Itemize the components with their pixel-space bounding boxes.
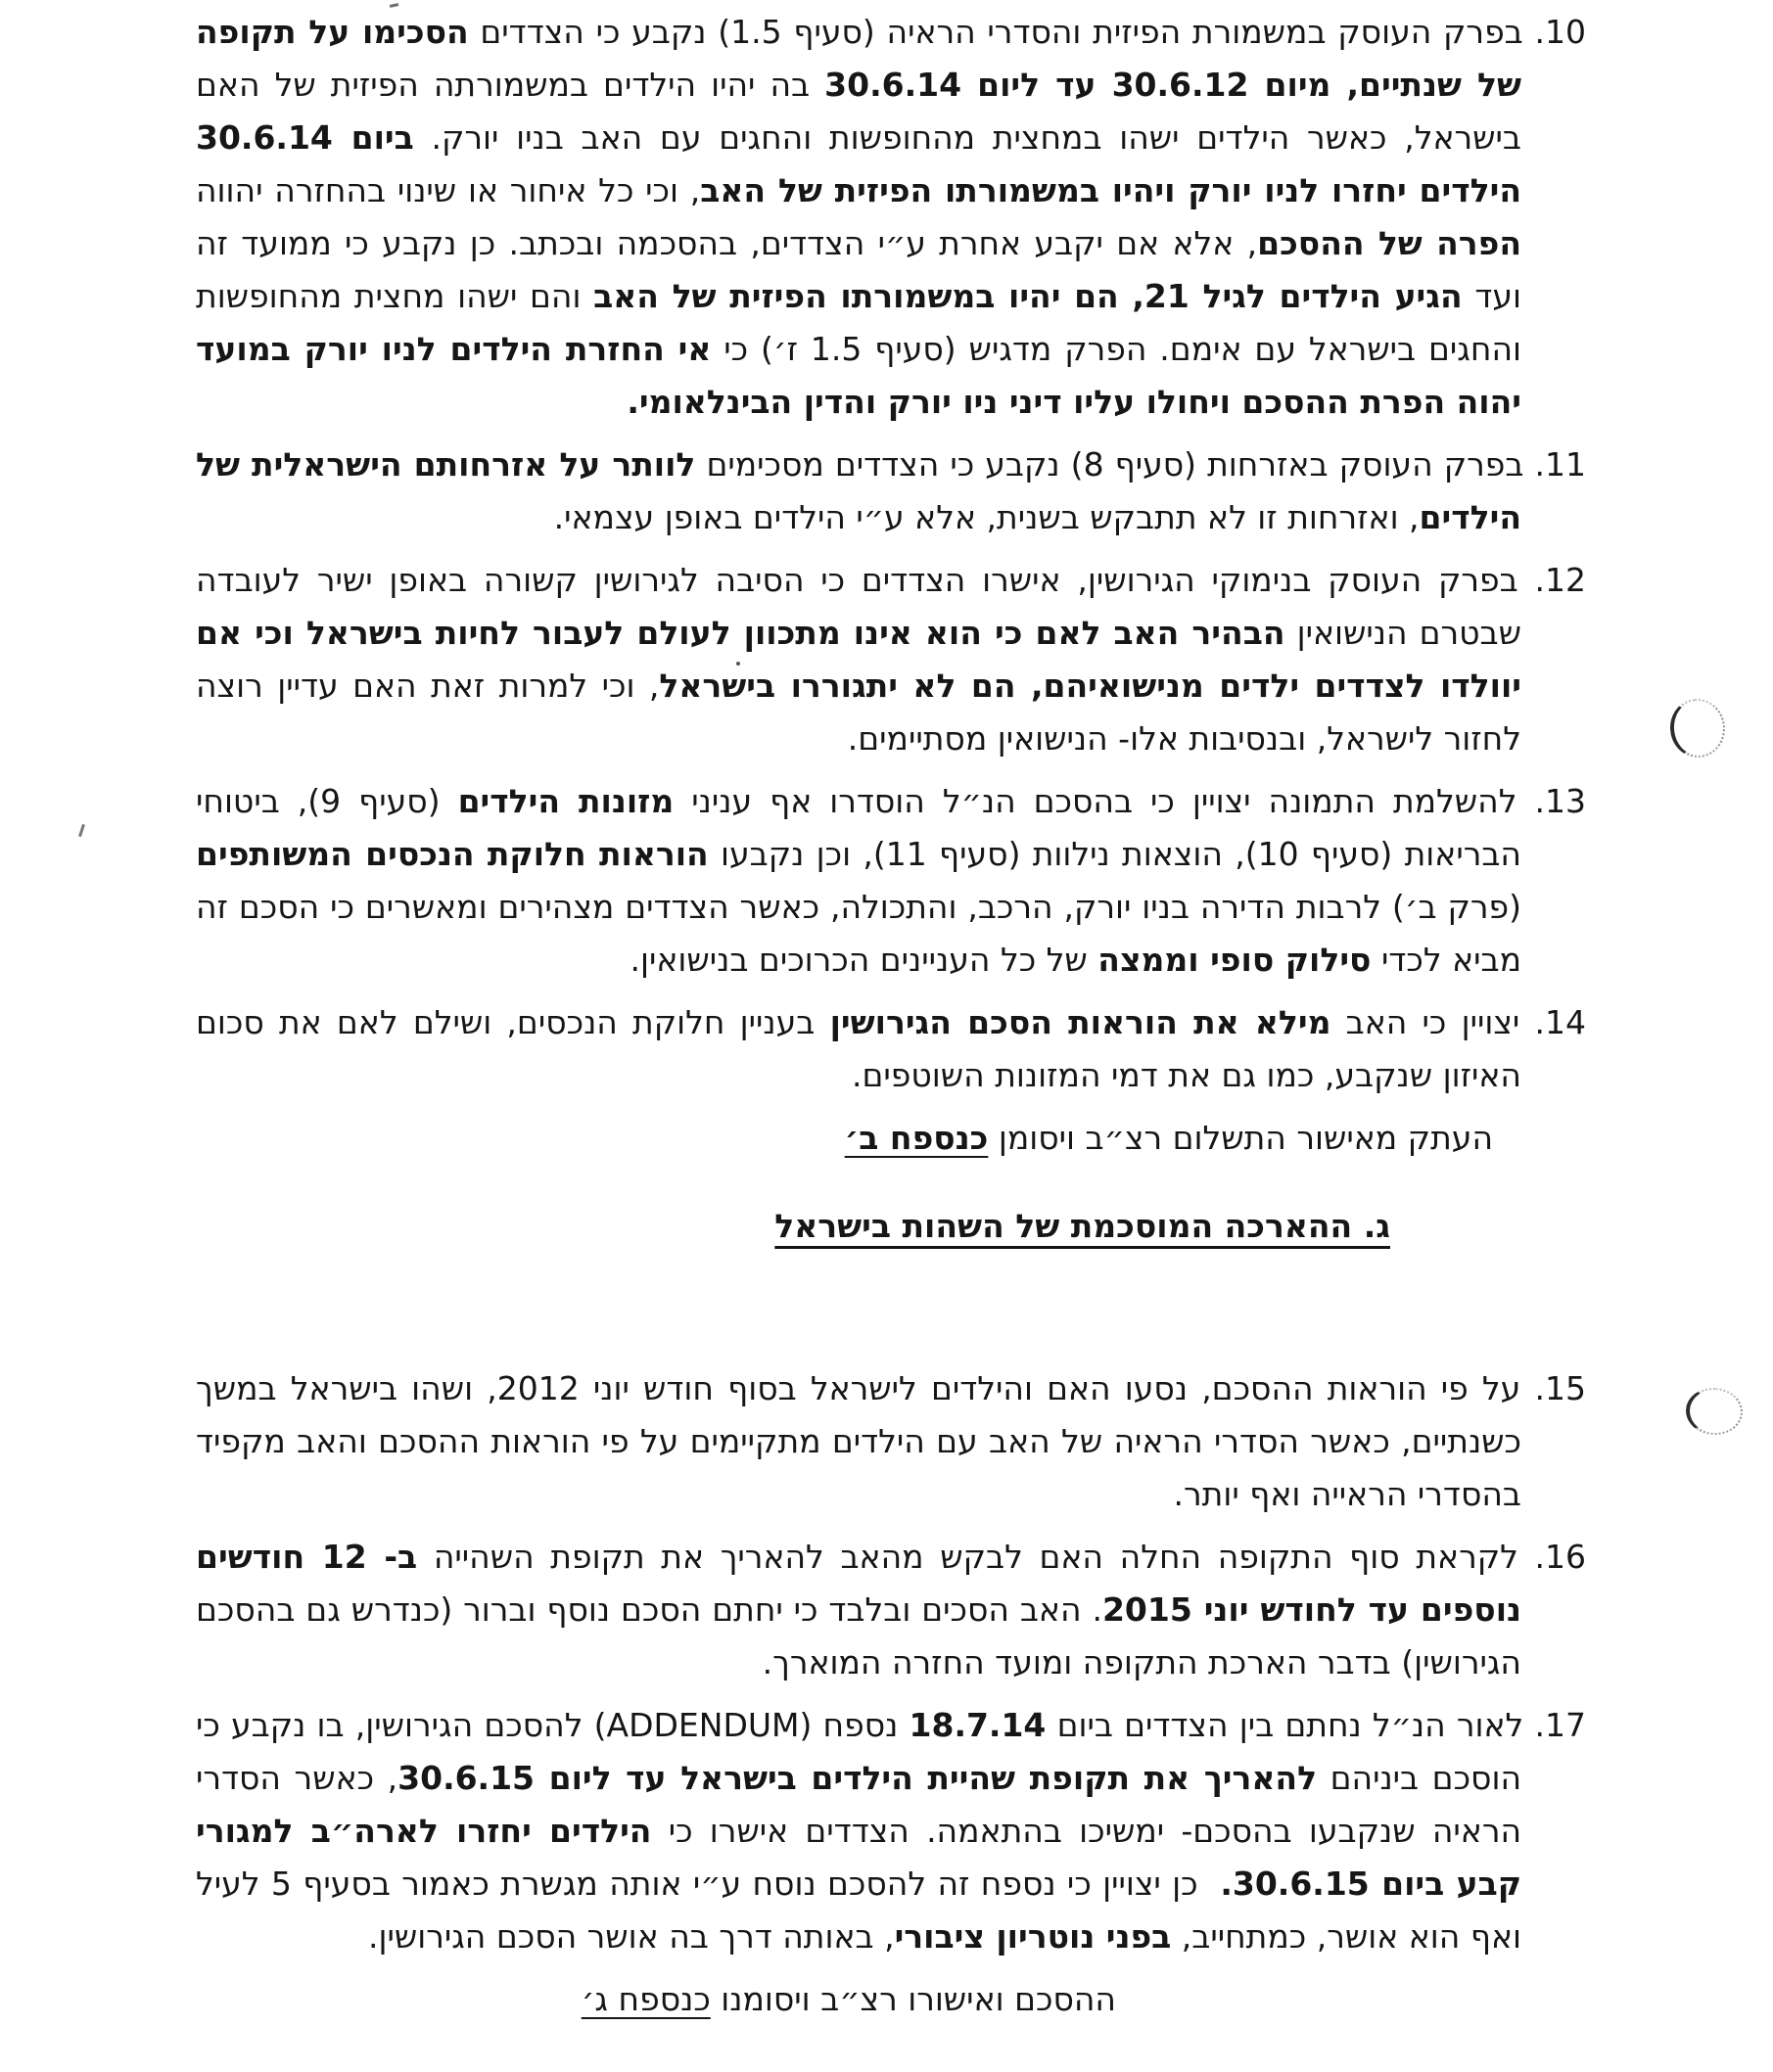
text-segment: הפרה של ההסכם: [1257, 224, 1522, 262]
text-segment: להשלמת התמונה יצויין כי בהסכם הנ״ל הוסדרו אף עניני: [674, 782, 1517, 820]
text-segment: מילא את הוראות הסכם הגירושין: [829, 1003, 1331, 1041]
scan-artifact-hole-1: [1667, 696, 1728, 760]
text-segment: , כאשר הסדרי הראיה שנקבעו בהסכם- ימשיכו בהתאמה. הצדדים אישרו כי: [196, 1759, 1522, 1850]
text-segment: הילדים יחזרו לארה״ב למגורי קבע ביום 30.6.15.: [196, 1812, 1521, 1903]
text-segment: בפרק העוסק במשמורת הפיזית והסדרי הראיה (סעיף 1.5) נקבע כי הצדדים: [468, 13, 1523, 51]
text-segment: ביום 30.6.14 הילדים יחזרו לניו יורק ויהיו במשמורתו הפיזית של האב: [196, 118, 1521, 209]
paragraph-number: 14.: [1519, 1003, 1586, 1041]
text-segment: 18.7.14: [909, 1706, 1047, 1744]
text-segment: והם ישהו מחצית מהחופשות והחגים בישראל עם אימם. הפרק מדגיש (סעיף 1.5 ז׳) כי: [196, 277, 1521, 368]
text-segment: , וכי למרות זאת האם עדיין רוצה לחזור לישראל, ובנסיבות אלו- הנישואין מסתיימים.: [196, 667, 1521, 758]
paragraph-10: [196, 6, 1586, 429]
text-segment: . האב הסכים ובלבד כי יחתם הסכם נוסף וברור (כנדרש גם בהסכם הגירושין) בדבר הארכת התקופה ומועד החזרה המוארך.: [196, 1590, 1521, 1681]
text-segment: לקראת סוף התקופה החלה האם לבקש מהאב להאריך את תקופת השהייה: [417, 1538, 1518, 1576]
paragraph-16: [196, 1531, 1586, 1689]
paragraph-14: [196, 996, 1586, 1102]
text-segment: בה יהיו הילדים במשמורתה הפיזית של האם בישראל, כאשר הילדים ישהו במחצית מהחופשות והחגים עם האב בניו יורק.: [196, 66, 1521, 157]
paragraph-number: 10.: [1522, 13, 1586, 51]
text-segment: על פי הוראות ההסכם, נסעו האם והילדים לישראל בסוף חודש יוני 2012, ושהו בישראל במשך כשנתיים, כאשר הסדרי הראיה של האב עם הילדים מתקיימים על פי הוראות ההסכם והאב מקפיד בהסדרי הראייה ואף יותר.: [196, 1369, 1521, 1513]
text-segment: הבהיר האב לאם כי הוא אינו מתכוון לעולם לעבור לחיות בישראל וכי אם יוולדו לצדדים ילדים מנישואיהם, הם לא יתגוררו בישראל: [196, 614, 1522, 705]
text-segment: הסכימו על תקופה של שנתיים, מיום 30.6.12 עד ליום 30.6.14: [196, 13, 1521, 104]
text-segment: (סעיף 9), ביטוחי הבריאות (סעיף 10), הוצאות נילוות (סעיף 11), וכן נקבעו: [196, 782, 1521, 873]
paragraph-number: 13.: [1516, 782, 1586, 820]
paragraph-13: [196, 775, 1586, 987]
paragraph-number: 17.: [1523, 1706, 1586, 1744]
text-segment: לוותר על אזרחותם הישראלית של הילדים: [196, 445, 1521, 536]
scan-artifact-dot-mid: [736, 662, 740, 666]
text-segment: יצויין כי האב: [1330, 1003, 1520, 1041]
text-segment: של כל העניינים הכרוכים בנישואין.: [630, 941, 1098, 979]
paragraph-17: [196, 1699, 1586, 1963]
text-segment: כנספח ב׳: [844, 1119, 989, 1157]
text-segment: נספח (ADDENDUM) להסכם הגירושין, בו נקבע כי הוסכם ביניהם: [196, 1706, 1521, 1797]
text-segment: הגיע הילדים לגיל 21, הם יהיו במשמורתו הפיזית של האב: [593, 277, 1463, 315]
text-segment: לאור הנ״ל נחתם בין הצדדים ביום: [1046, 1706, 1524, 1744]
text-segment: כנספח ג׳: [581, 1980, 711, 2018]
text-segment: ב- 12 חודשים נוספים עד לחודש יוני 2015: [196, 1538, 1521, 1629]
scan-artifact-tick-left: [78, 824, 85, 837]
text-segment: מזונות הילדים: [457, 782, 675, 820]
text-segment: בפרק העוסק בנימוקי הגירושין, אישרו הצדדים כי הסיבה לגירושין קשורה באופן ישיר לעובדה שבטרם הנישואין: [196, 561, 1521, 652]
annex-b-note: [196, 1112, 1493, 1165]
section-header-text: ג. ההארכה המוסכמת של השהות בישראל: [774, 1207, 1390, 1245]
paragraph-number: 16.: [1517, 1538, 1587, 1576]
text-segment: העתק מאישור התשלום רצ״ב ויסומן: [988, 1119, 1493, 1157]
paragraph-11: [196, 438, 1586, 544]
text-segment: בפני נוטריון ציבורי: [894, 1917, 1172, 1956]
annex-c-note: [196, 1973, 1116, 2026]
document-body: [196, 6, 1586, 2026]
text-segment: ההסכם ואישורו רצ״ב ויסומנו: [710, 1980, 1116, 2018]
text-segment: הוראות חלוקת הנכסים המשותפים: [196, 835, 709, 873]
text-segment: , באותה דרך בה אושר הסכם הגירושין.: [367, 1917, 895, 1956]
text-segment: אי החזרת הילדים לניו יורק במועד יהוה הפרת ההסכם ויחולו עליו דיני ניו יורק והדין הבינלאומי.: [196, 330, 1521, 421]
text-segment: בפרק העוסק באזרחות (סעיף 8) נקבע כי הצדדים מסכימים: [695, 445, 1524, 483]
text-segment: כן יצויין כי נספח זה להסכם נוסח ע״י אותה מגשרת כאמור בסעיף 5 לעיל ואף הוא אושר, כמתחייב,: [196, 1865, 1521, 1956]
paragraph-number: 12.: [1517, 561, 1586, 599]
text-segment: (פרק ב׳) לרבות הדירה בניו יורק, הרכב, והתכולה, כאשר הצדדים מצהירים ומאשרים כי הסכם זה מביא לכדי: [196, 888, 1521, 979]
text-segment: להאריך את תקופת שהיית הילדים בישראל עד ליום 30.6.15: [397, 1759, 1318, 1797]
section-header-c: [196, 1200, 1390, 1253]
text-segment: סילוק סופי וממצה: [1097, 941, 1372, 979]
text-segment: , וכי כל איחור או שינוי בהחזרה יהווה: [196, 171, 701, 209]
paragraph-number: 11.: [1523, 445, 1587, 483]
paragraph-number: 15.: [1520, 1369, 1586, 1407]
paragraph-12: [196, 554, 1586, 765]
text-segment: , ואזרחות זו לא תתבקש בשנית, אלא ע״י הילדים באופן עצמאי.: [553, 498, 1420, 536]
scan-artifact-hole-2: [1684, 1386, 1744, 1437]
text-segment: בעניין חלוקת הנכסים, ושילם לאם את סכום האיזון שנקבע, כמו גם את דמי המזונות השוטפים.: [196, 1003, 1521, 1094]
paragraph-15: [196, 1362, 1586, 1521]
text-segment: , אלא אם יקבע אחרת ע״י הצדדים, בהסכמה ובכתב. כן נקבע כי ממועד זה ועד: [196, 224, 1522, 315]
